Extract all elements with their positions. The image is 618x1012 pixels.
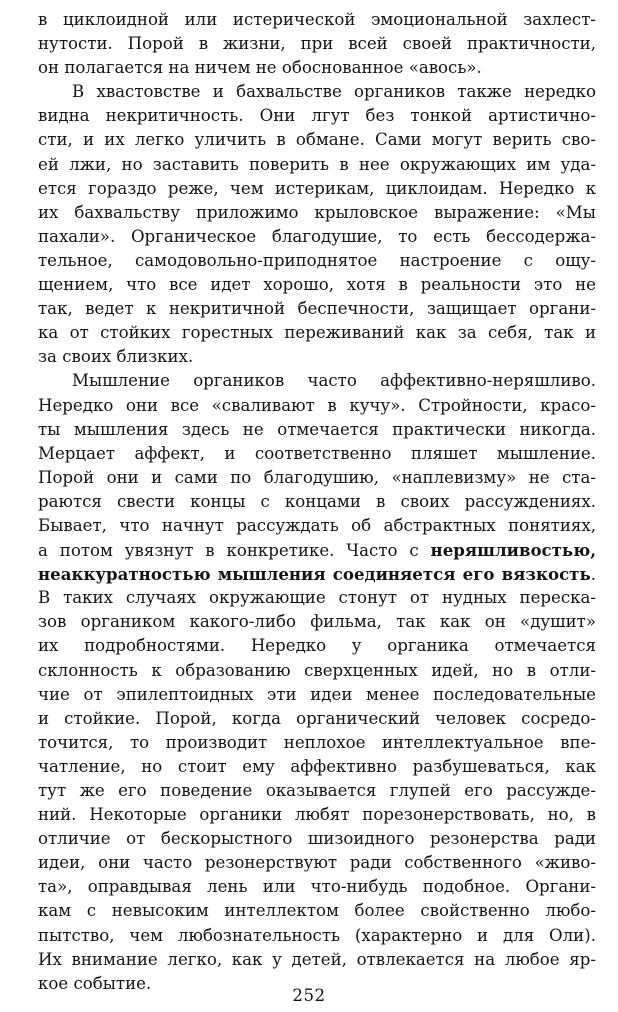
text-line: кам с невысоким интеллектом более свойственно любо- [38, 901, 596, 921]
text-line [38, 562, 596, 586]
text-line: Порой они и сами по благодушию, «наплевизму» не ста- [38, 467, 596, 487]
text-line: ей лжи, но заставить поверить в нее окружающих им уда- [38, 154, 596, 174]
text-line: ний. Некоторые органики любят порезонерствовать, но, в [38, 805, 596, 825]
text-line: В таких случаях окружающие стонут от нудных переска- [38, 588, 596, 608]
bold-text-run: неаккуратностью мышления соединяется его вязкость [38, 564, 591, 585]
bold-text-run: неряшливостью, [430, 540, 596, 561]
text-line: и стойкие. Порой, когда органический человек сосредо- [38, 708, 596, 728]
text-run: а потом увязнут в конкретике. Часто с [38, 541, 431, 561]
page-number: 252 [292, 986, 326, 1005]
text-line: за своих близких. [38, 347, 194, 367]
paragraph-start-line: В хвастовстве и бахвальстве органиков также нередко [72, 82, 596, 102]
text-line: идеи, они часто резонерствуют ради собственного «живо- [38, 853, 596, 873]
text-line: ты мышления здесь не отмечается практически никогда. [38, 419, 596, 439]
text-line: кое событие. [38, 973, 152, 993]
text-line: Мерцает аффект, и соответственно пляшет мышление. [38, 443, 596, 463]
text-line: пытство, чем любознательность (характерно и для Оли). [38, 925, 596, 945]
text-line: тельное, самодовольно-приподнятое настроение с ощу- [38, 250, 596, 270]
text-line: чатление, но стоит ему аффективно разбушеваться, как [38, 756, 596, 776]
text-line: ка от стойких горестных переживаний как за себя, так и [38, 323, 596, 343]
text-line: тут же его поведение оказывается глупей его рассужде- [38, 781, 596, 800]
text-line: их подробностями. Нередко у органика отмечается [38, 636, 596, 656]
text-line: чие от эпилептоидных эти идеи менее последовательные [38, 684, 596, 704]
text-line: раются свести концы с концами в своих рассуждениях. [38, 491, 596, 511]
text-line: ется гораздо реже, чем истерикам, циклоидам. Нередко к [38, 178, 596, 198]
body-text [38, 8, 596, 996]
text-line: щением, что все идет хорошо, хотя в реальности это не [38, 275, 596, 295]
paragraph-start-line: Мышление органиков часто аффективно-неряшливо. [72, 371, 596, 391]
text-line: Нередко они все «сваливают в кучу». Стройности, красо- [38, 395, 596, 415]
text-line: видна некритичность. Они лгут без тонкой артистично- [38, 106, 596, 126]
text-run: . [590, 565, 596, 585]
text-line: зов органиком какого-либо фильма, так как он «душит» [38, 612, 596, 632]
text-line: сти, и их легко уличить в обмане. Сами могут верить сво- [38, 130, 596, 150]
text-line: их бахвальству приложимо крыловское выражение: «Мы [38, 202, 596, 222]
text-line: Их внимание легко, как у детей, отвлекается на любое яр- [38, 949, 596, 969]
text-line: так, ведет к некритичной беспечности, защищает органи- [38, 299, 596, 319]
text-line: нутости. Порой в жизни, при всей своей практичности, [38, 34, 596, 54]
text-line: та», оправдывая лень или что-нибудь подобное. Органи- [38, 877, 596, 897]
text-line [38, 538, 596, 562]
text-line: пахали». Органическое благодушие, то есть бессодержа- [38, 226, 596, 246]
text-line: Бывает, что начнут рассуждать об абстрактных понятиях, [38, 515, 596, 535]
text-line: в циклоидной или истерической эмоциональной захлест- [38, 10, 596, 29]
text-line: склонность к образованию сверхценных идей, но в отли- [38, 660, 596, 680]
text-line: точится, то производит неплохое интеллектуальное впе- [38, 732, 596, 752]
text-line: отличие от бескорыстного шизоидного резонерства ради [38, 829, 596, 849]
text-line: он полагается на ничем не обоснованное «авось». [38, 58, 482, 78]
